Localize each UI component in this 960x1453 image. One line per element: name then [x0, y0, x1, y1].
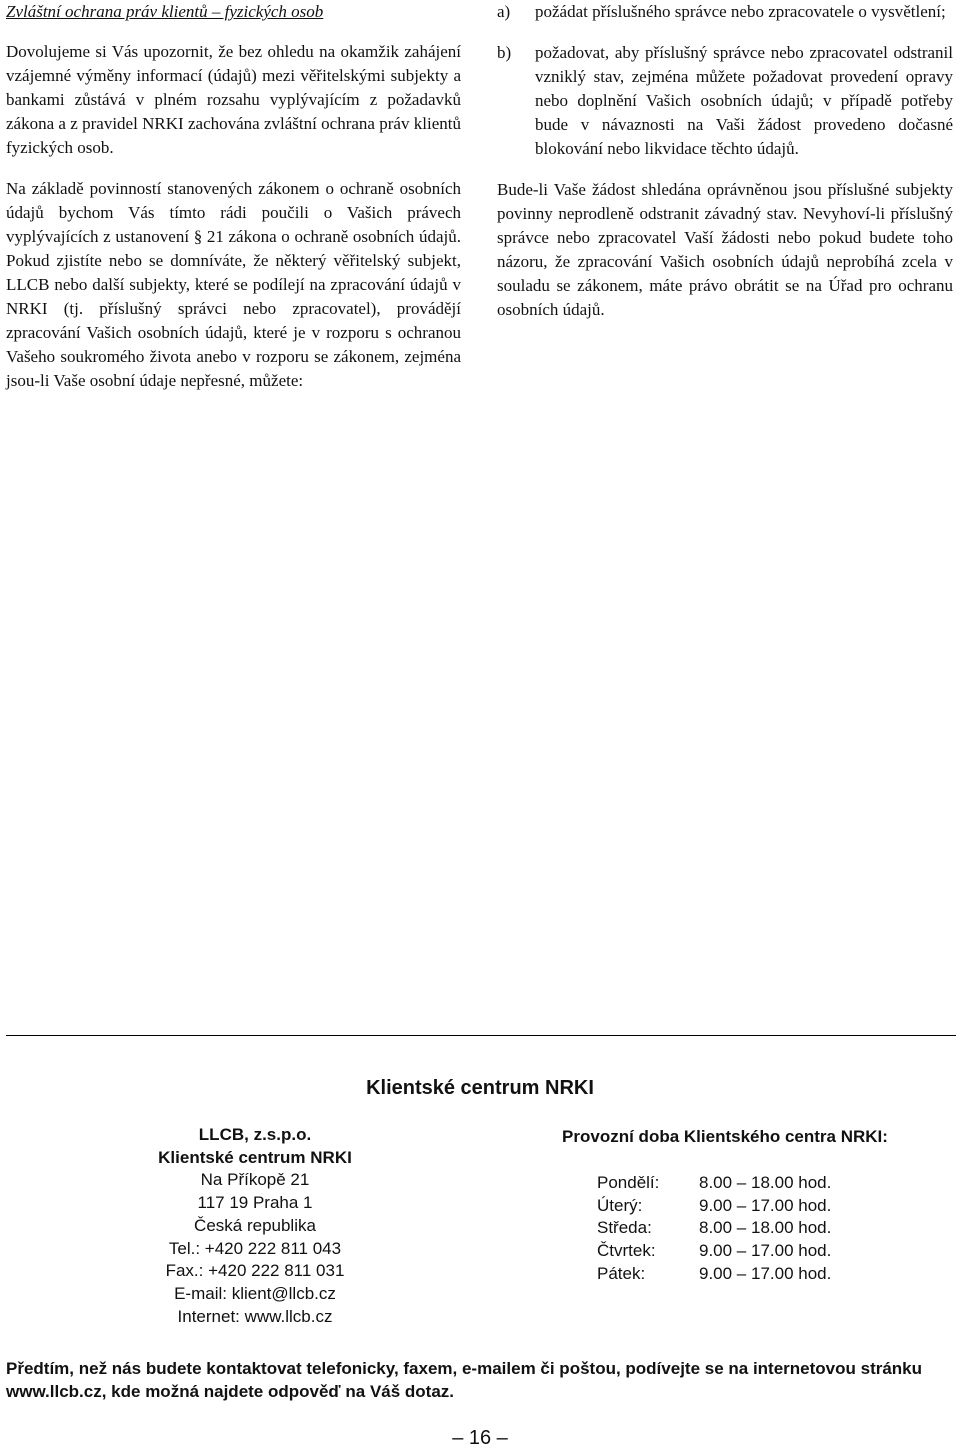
- hours-row: [597, 1195, 831, 1218]
- list-marker-a: a): [497, 2, 511, 21]
- list-marker-b: b): [497, 43, 512, 62]
- hours-day: Pondělí:: [597, 1173, 660, 1192]
- intro-paragraph: Dovolujeme si Vás upozornit, že bez ohledu na okamžik zahájení vzájemné výměny informací (údajů) mezi věřitelskými subjekty a bankami zůstává v plném rozsahu vyplývajícím z požadavků zákona a z pravidel NRKI zachována zvláštní ochrana práv klientů fyzických osob.: [6, 42, 461, 157]
- contact-country: Česká republika: [194, 1215, 316, 1235]
- left-column: [6, 0, 461, 393]
- contact-fax: Fax.: +420 222 811 031: [165, 1261, 345, 1281]
- hours-time: 9.00 – 17.00 hod.: [699, 1241, 832, 1261]
- contact-email: E-mail: klient@llcb.cz: [174, 1283, 336, 1303]
- page-number: – 16 –: [452, 1427, 508, 1449]
- contact-block: [110, 1124, 400, 1328]
- hours-time: 8.00 – 18.00 hod.: [699, 1173, 832, 1192]
- opening-hours-title: Provozní doba Klientského centra NRKI:: [562, 1127, 888, 1146]
- hours-day: Čtvrtek:: [597, 1241, 656, 1261]
- opening-hours-table: [597, 1172, 831, 1286]
- contact-website: Internet: www.llcb.cz: [177, 1306, 333, 1326]
- contact-street: Na Příkopě 21: [200, 1170, 310, 1190]
- list-text-b: požadovat, aby příslušný správce nebo zpracovatel odstranil vzniklý stav, zejména můžete požadovat provedení opravy nebo doplnění Vašich osobních údajů; v případě potřeby bude v návaznosti na Vaši žádost provedeno dočasné blokování nebo likvidace těchto údajů.: [535, 43, 953, 158]
- list-text-a: požádat příslušného správce nebo zpracovatele o vysvětlení;: [535, 2, 946, 21]
- footer-note: Předtím, než nás budete kontaktovat telefonicky, faxem, e-mailem či poštou, podívejte se na internetovou stránku www.llcb.cz, kde možná najdete odpověď na Váš dotaz.: [6, 1359, 923, 1401]
- remedy-paragraph: Bude-li Vaše žádost shledána oprávněnou jsou příslušné subjekty povinny neprodleně odstranit závadný stav. Nevyhoví-li příslušný správce nebo zpracovatel Vaší žádosti nebo pokud budete toho názoru, že zpracování Vašich osobních údajů neprobíhá zcela v souladu se zákonem, máte právo obrátit se na Úřad pro ochranu osobních údajů.: [497, 180, 953, 319]
- section-heading: Zvláštní ochrana práv klientů – fyzických osob: [6, 2, 324, 21]
- hours-day: Středa:: [597, 1218, 652, 1238]
- hours-row: [597, 1263, 831, 1286]
- list-item-b: [497, 41, 953, 161]
- hours-row: [597, 1240, 831, 1263]
- hours-time: 8.00 – 18.00 hod.: [699, 1218, 832, 1238]
- hours-time: 9.00 – 17.00 hod.: [699, 1195, 832, 1215]
- contact-company: LLCB, z.s.p.o.: [198, 1125, 312, 1144]
- list-item-a: [497, 0, 953, 24]
- hours-day: Úterý:: [597, 1195, 643, 1215]
- right-column: [497, 0, 953, 322]
- contact-city: 117 19 Praha 1: [197, 1193, 313, 1213]
- contact-name: Klientské centrum NRKI: [158, 1147, 352, 1167]
- hours-day: Pátek:: [597, 1263, 646, 1283]
- hours-row: [597, 1217, 831, 1240]
- hours-time: 9.00 – 17.00 hod.: [699, 1263, 832, 1283]
- horizontal-divider: [6, 1035, 956, 1036]
- contact-phone: Tel.: +420 222 811 043: [168, 1238, 342, 1258]
- hours-row: [597, 1172, 831, 1195]
- client-center-title: Klientské centrum NRKI: [366, 1077, 594, 1099]
- rights-paragraph: Na základě povinností stanovených zákonem o ochraně osobních údajů bychom Vás tímto rádi poučili o Vašich právech vyplývajících z ustanovení § 21 zákona o ochraně osobních údajů. Pokud zjistíte nebo se domníváte, že některý věřitelský subjekt, LLCB nebo další subjekty, které se podílejí na zpracování údajů v NRKI (tj. příslušný správci nebo zpracovatel), provádějí zpracování Vašich osobních údajů, které je v rozporu s ochranou Vašeho soukromého života anebo v rozporu se zákonem, zejména jsou-li Vaše osobní údaje nepřesné, můžete:: [6, 179, 461, 390]
